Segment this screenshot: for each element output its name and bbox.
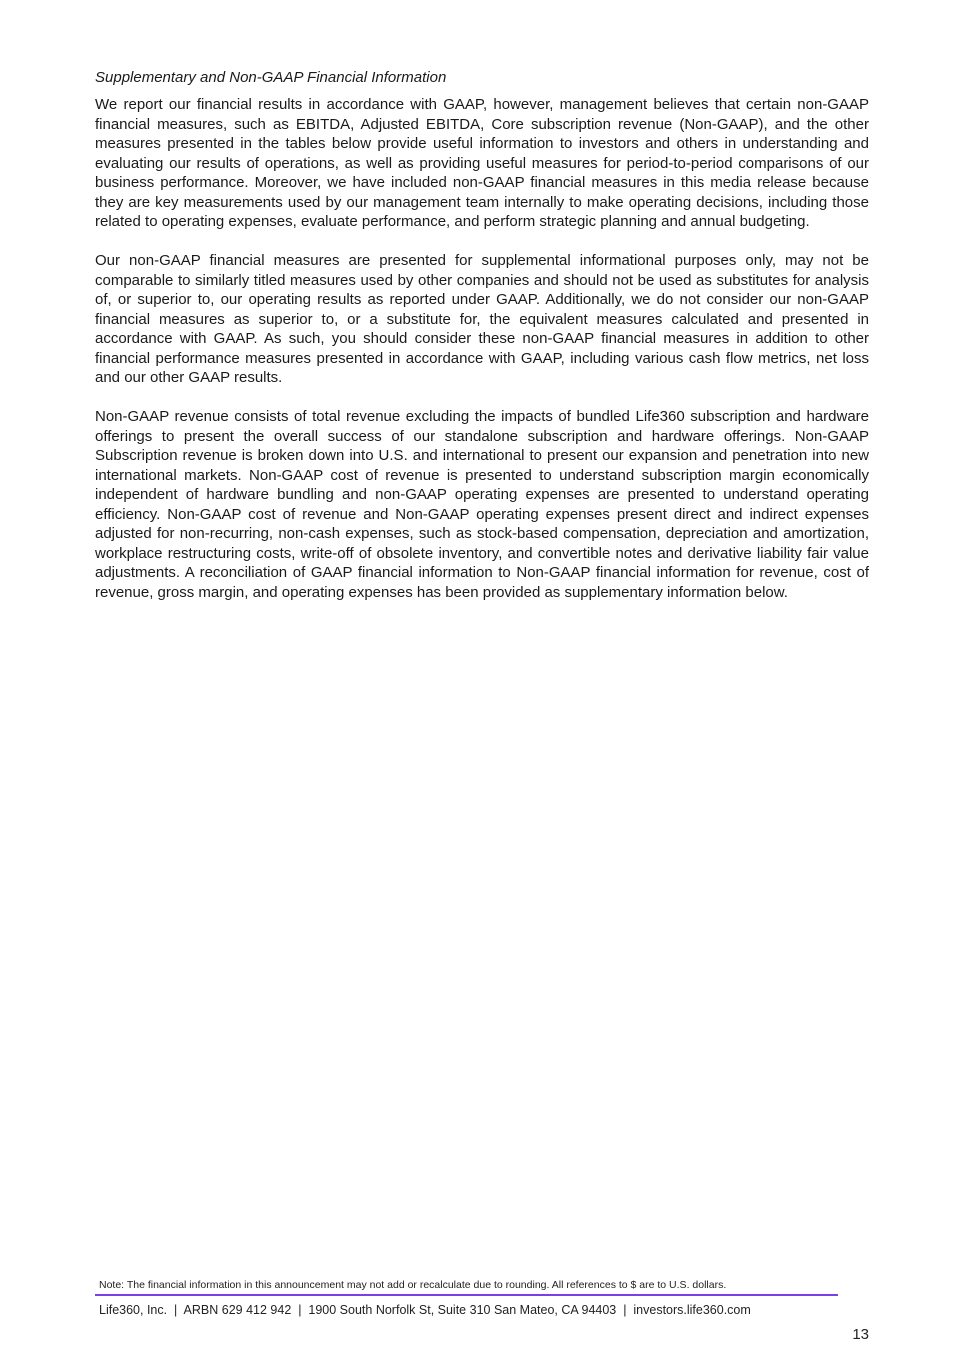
paragraph-non-gaap-revenue: Non-GAAP revenue consists of total revenue excluding the impacts of bundled Life360 subscription and hardware offerings to present the overall success of our standalone subscription and hardware offerings. Non-GAAP Subscription revenue is broken down into U.S. and international to present our expansion and penetration into new international markets. Non-GAAP cost of revenue is presented to understand subscription margin economically independent of hardware bundling and non-GAAP operating expenses are presented to understand operating efficiency. Non-GAAP cost of revenue and Non-GAAP operating expenses present direct and indirect expenses adjusted for non-recurring, non-cash expenses, such as stock-based compensation, depreciation and amortization, workplace restructuring costs, write-off of obsolete inventory, and convertible notes and derivative liability fair value adjustments. A reconciliation of GAAP financial information to Non-GAAP financial information for revenue, cost of revenue, gross margin, and operating expenses has been provided as supplementary information below. [95, 408, 869, 601]
footer-company-info: Life360, Inc. | ARBN 629 412 942 | 1900 South Norfolk St, Suite 310 San Mateo, CA 94403 | investors.life360.com [99, 1303, 751, 1317]
section-title: Supplementary and Non-GAAP Financial Information [95, 69, 447, 86]
footer-divider [95, 1294, 838, 1296]
page-number: 13 [852, 1326, 869, 1343]
document-body [95, 68, 869, 622]
footer-note: Note: The financial information in this announcement may not add or recalculate due to rounding. All references to $ are to U.S. dollars. [99, 1279, 727, 1291]
paragraph-supplemental-purposes: Our non-GAAP financial measures are presented for supplemental informational purposes only, may not be comparable to similarly titled measures used by other companies and should not be used as substitutes for analysis of, or superior to, our operating results as reported under GAAP. Additionally, we do not consider our non-GAAP financial measures as superior to, or a substitute for, the equivalent measures calculated and presented in accordance with GAAP. As such, you should consider these non-GAAP financial measures in addition to other financial performance measures presented in accordance with GAAP, including various cash flow metrics, net loss and our other GAAP results. [95, 252, 869, 386]
paragraph-gaap-intro: We report our financial results in accordance with GAAP, however, management believes that certain non-GAAP financial measures, such as EBITDA, Adjusted EBITDA, Core subscription revenue (Non-GAAP), and the other measures presented in the tables below provide useful information to investors and others in understanding and evaluating our results of operations, as well as providing useful measures for period-to-period comparisons of our business performance. Moreover, we have included non-GAAP financial measures in this media release because they are key measurements used by our management team internally to make operating decisions, including those related to operating expenses, evaluate performance, and perform strategic planning and annual budgeting. [95, 96, 869, 230]
